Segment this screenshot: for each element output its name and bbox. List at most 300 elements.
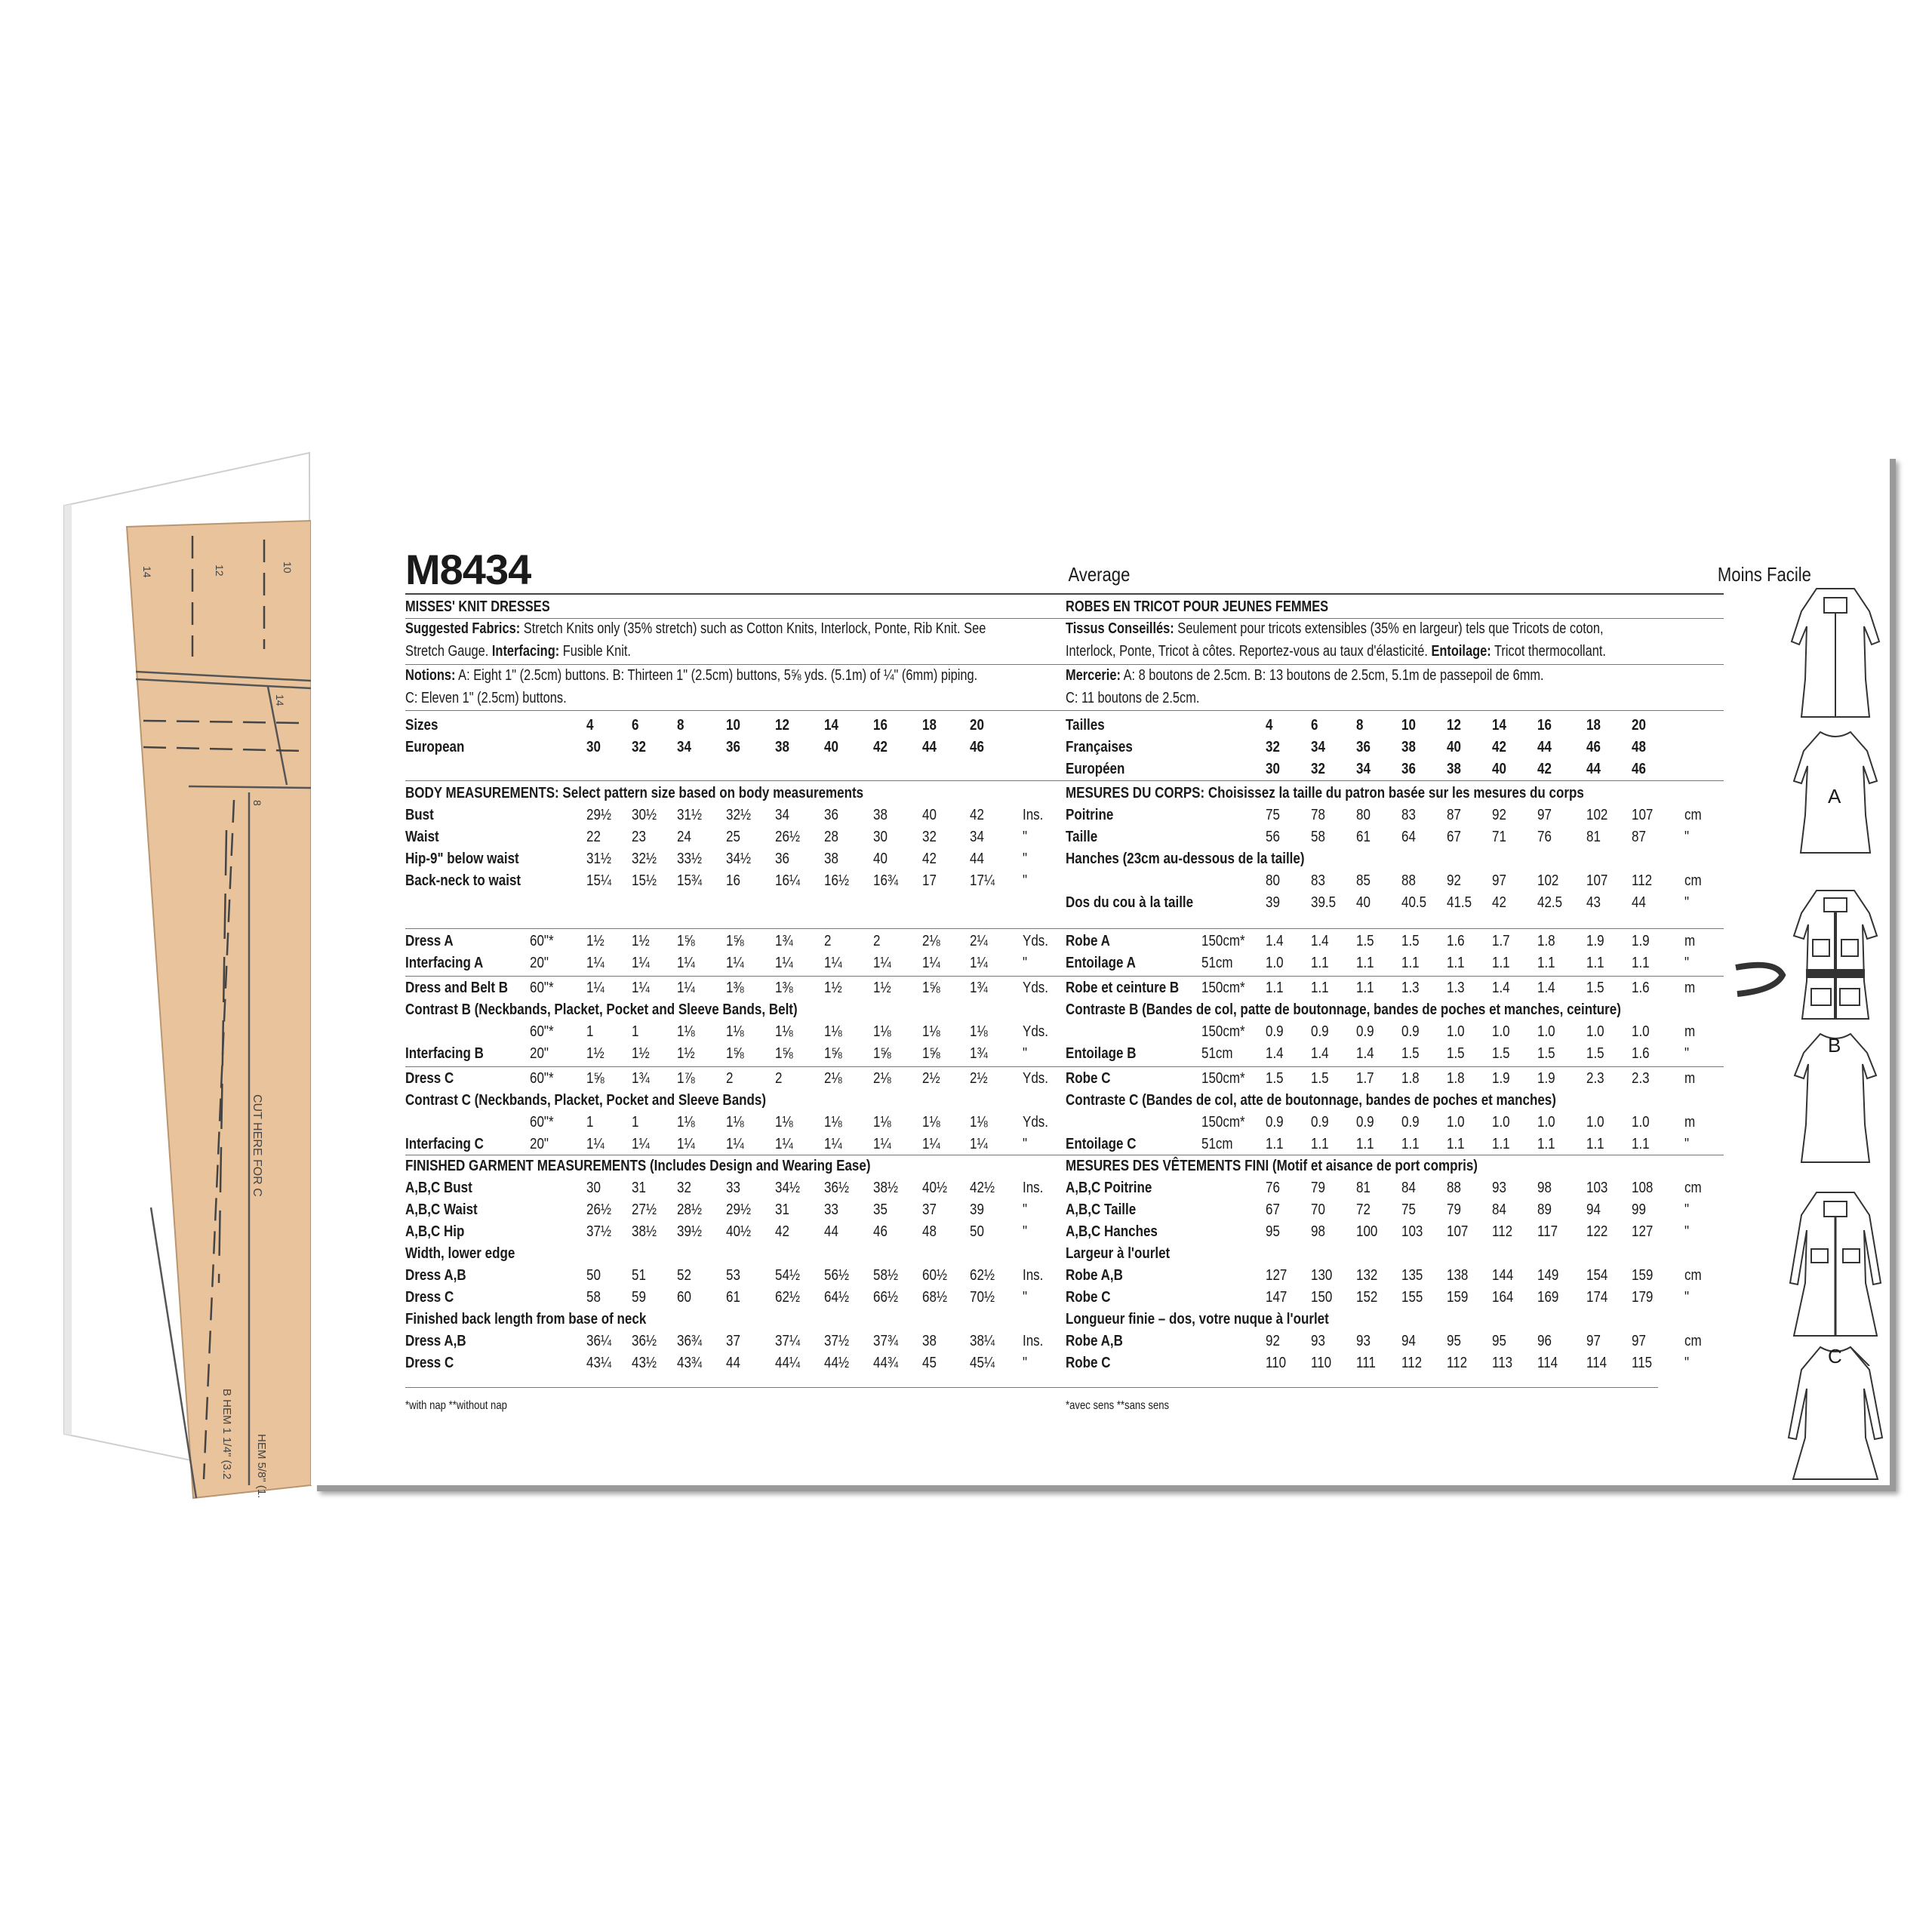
finished-value: 39 <box>970 1201 984 1218</box>
size-header: 20 <box>970 717 984 734</box>
european-label: European <box>405 739 465 755</box>
english-column <box>405 453 1130 1485</box>
finished-value: 127 <box>1266 1267 1287 1284</box>
finished-value: 66½ <box>873 1289 899 1306</box>
sizes-label: Tailles <box>1066 717 1105 734</box>
finished-value: 42½ <box>970 1180 995 1196</box>
yardage-value: 2½ <box>970 1070 988 1087</box>
row-value: 40 <box>873 851 888 867</box>
yardage-value: 1¼ <box>677 980 695 996</box>
finished-value: 38¼ <box>970 1333 995 1349</box>
yardage-value: 1¼ <box>824 1136 842 1152</box>
finished-value: 53 <box>726 1267 740 1284</box>
yardage-value: 1⅝ <box>677 933 695 949</box>
finished-value: 88 <box>1447 1180 1461 1196</box>
french-content <box>1066 453 1724 1485</box>
tissue-mark: 8 <box>251 800 263 806</box>
yardage-value: 1⅛ <box>726 1023 744 1040</box>
francaises-label: Françaises <box>1066 739 1133 755</box>
yardage-value: 1¼ <box>632 955 650 971</box>
yardage-label: Dress A <box>405 933 454 949</box>
row-value: 26½ <box>775 829 801 845</box>
yardage-value: 2⅛ <box>922 933 940 949</box>
row-value: 80 <box>1356 807 1371 823</box>
finished-value: 52 <box>677 1267 691 1284</box>
finished-label: A,B,C Bust <box>405 1180 472 1196</box>
fabric-width: 51cm <box>1201 1136 1233 1152</box>
fr-fabrics-line-1: Tissus Conseillés: Seulement pour tricots extensibles (35% en largeur) tels que Tricots de coton, <box>1066 620 1604 637</box>
yardage-value: 1.1 <box>1311 980 1329 996</box>
size-francaises: 32 <box>1266 739 1280 755</box>
row-value: 30½ <box>632 807 657 823</box>
finished-value: 164 <box>1492 1289 1514 1306</box>
finished-value: 98 <box>1537 1180 1552 1196</box>
finished-unit: cm <box>1684 1333 1702 1349</box>
size-header: 16 <box>1537 717 1552 734</box>
row-value: 30 <box>873 829 888 845</box>
yardage-value: 1¼ <box>677 955 695 971</box>
yardage-value: 1 <box>586 1114 594 1131</box>
finished-value: 58 <box>586 1289 601 1306</box>
finished-label: A,B,C Taille <box>1066 1201 1137 1218</box>
yardage-value: 1.7 <box>1492 933 1510 949</box>
yardage-value: 1.1 <box>1586 1136 1604 1152</box>
yardage-unit: m <box>1684 1023 1696 1040</box>
finished-value: 44 <box>824 1223 838 1240</box>
finished-value: 107 <box>1447 1223 1469 1240</box>
yardage-value: 1⅝ <box>922 1045 940 1062</box>
yardage-value: 1.9 <box>1537 1070 1555 1087</box>
yardage-value: 2 <box>873 933 881 949</box>
row-value: 22 <box>586 829 601 845</box>
finished-value: 115 <box>1632 1355 1653 1371</box>
yardage-value: 2⅛ <box>873 1070 891 1087</box>
finished-value: 31 <box>775 1201 789 1218</box>
finished-value: 159 <box>1632 1267 1654 1284</box>
yardage-label: Contraste B (Bandes de col, patte de boutonnage, bandes de poches et manches, ceinture) <box>1066 1001 1621 1018</box>
yardage-value: 1.4 <box>1311 1045 1329 1062</box>
row-value: 76 <box>1537 829 1552 845</box>
cut-here-label: CUT HERE FOR C <box>251 1094 263 1197</box>
yardage-value: 1.5 <box>1447 1045 1465 1062</box>
yardage-value: 1½ <box>677 1045 695 1062</box>
yardage-value: 1⅛ <box>922 1114 940 1131</box>
yardage-value: 1.1 <box>1586 955 1604 971</box>
size-header: 18 <box>922 717 937 734</box>
yardage-value: 1.4 <box>1356 1045 1374 1062</box>
yardage-value: 1¼ <box>873 1136 891 1152</box>
yardage-value: 1.0 <box>1492 1114 1510 1131</box>
finished-value: 76 <box>1266 1180 1280 1196</box>
row-value: 41.5 <box>1447 894 1472 911</box>
size-francaises: 46 <box>1586 739 1601 755</box>
yardage-value: 1⅛ <box>824 1023 842 1040</box>
yardage-value: 1 <box>632 1023 639 1040</box>
size-european: 42 <box>873 739 888 755</box>
finished-value: 62½ <box>970 1267 995 1284</box>
finished-value: 37¼ <box>775 1333 801 1349</box>
yardage-unit: " <box>1684 1045 1690 1062</box>
yardage-value: 1¼ <box>922 1136 940 1152</box>
sizes-label: Sizes <box>405 717 438 734</box>
row-value: 44 <box>1632 894 1646 911</box>
yardage-value: 1.5 <box>1311 1070 1329 1087</box>
row-value: 15½ <box>632 872 657 889</box>
finished-label: A,B,C Hanches <box>1066 1223 1158 1240</box>
size-header: 20 <box>1632 717 1646 734</box>
europeen-label: Européen <box>1066 761 1125 777</box>
yardage-unit: Yds. <box>1023 933 1049 949</box>
row-unit: Ins. <box>1023 807 1044 823</box>
size-header: 6 <box>1311 717 1318 734</box>
yardage-value: 1.0 <box>1266 955 1284 971</box>
row-value: 25 <box>726 829 740 845</box>
size-european: 34 <box>677 739 691 755</box>
yardage-value: 1½ <box>632 1045 650 1062</box>
finished-value: 152 <box>1356 1289 1378 1306</box>
yardage-value: 2⅛ <box>824 1070 842 1087</box>
yardage-value: 1¼ <box>632 1136 650 1152</box>
finished-value: 36¼ <box>586 1333 612 1349</box>
finished-value: 44¾ <box>873 1355 899 1371</box>
size-european: 46 <box>970 739 984 755</box>
finished-value: 95 <box>1447 1333 1461 1349</box>
yardage-unit: Yds. <box>1023 980 1049 996</box>
finished-value: 36¾ <box>677 1333 703 1349</box>
finished-value: 37½ <box>586 1223 612 1240</box>
row-value: 102 <box>1586 807 1608 823</box>
row-value: 38 <box>873 807 888 823</box>
finished-value: 95 <box>1266 1223 1280 1240</box>
view-label-b: B <box>1828 1034 1841 1057</box>
yardage-label: Dress C <box>405 1070 454 1087</box>
finished-value: 79 <box>1311 1180 1325 1196</box>
size-header: 16 <box>873 717 888 734</box>
row-value: 34½ <box>726 851 752 867</box>
finished-value: 113 <box>1492 1355 1513 1371</box>
yardage-value: 1.6 <box>1447 933 1465 949</box>
finished-value: 40½ <box>726 1223 752 1240</box>
row-value: 44 <box>970 851 984 867</box>
row-value: 42 <box>970 807 984 823</box>
yardage-value: 1.0 <box>1537 1114 1555 1131</box>
finished-value: 32 <box>677 1180 691 1196</box>
size-europeen: 44 <box>1586 761 1601 777</box>
row-label: Dos du cou à la taille <box>1066 894 1194 911</box>
fabric-width: 60"* <box>530 933 554 949</box>
yardage-value: 1¼ <box>726 955 744 971</box>
yardage-value: 1⅝ <box>726 933 744 949</box>
yardage-value: 1.1 <box>1492 955 1510 971</box>
row-value: 16¼ <box>775 872 801 889</box>
row-value: 36 <box>775 851 789 867</box>
yardage-value: 1.5 <box>1401 933 1420 949</box>
yardage-value: 1⅛ <box>824 1114 842 1131</box>
yardage-value: 1.9 <box>1586 933 1604 949</box>
dress-sketches <box>1783 581 1888 1366</box>
yardage-label: Robe C <box>1066 1070 1111 1087</box>
yardage-value: 1.5 <box>1586 980 1604 996</box>
row-unit: " <box>1023 829 1028 845</box>
finished-value: 35 <box>873 1201 888 1218</box>
finished-value: 130 <box>1311 1267 1333 1284</box>
size-europeen: 42 <box>1537 761 1552 777</box>
finished-value: 70 <box>1311 1201 1325 1218</box>
row-value: 39 <box>1266 894 1280 911</box>
finished-value: 100 <box>1356 1223 1378 1240</box>
row-value: 33½ <box>677 851 703 867</box>
finished-value: 98 <box>1311 1223 1325 1240</box>
row-unit: " <box>1023 872 1028 889</box>
finished-value: 110 <box>1266 1355 1287 1371</box>
size-francaises: 34 <box>1311 739 1325 755</box>
yardage-value: 1⅛ <box>726 1114 744 1131</box>
finished-unit: Ins. <box>1023 1267 1044 1284</box>
row-label: Bust <box>405 807 434 823</box>
fabric-width: 60"* <box>530 1070 554 1087</box>
finished-value: 84 <box>1401 1180 1416 1196</box>
difficulty-level: Average <box>1068 563 1130 586</box>
yardage-value: 1⅛ <box>970 1023 988 1040</box>
yardage-value: 1½ <box>586 933 605 949</box>
finished-heading: MESURES DES VÊTEMENTS FINI (Motif et aisance de port compris) <box>1066 1158 1478 1174</box>
finished-value: 89 <box>1537 1201 1552 1218</box>
divider <box>405 928 1130 929</box>
yardage-label: Entoilage C <box>1066 1136 1137 1152</box>
divider <box>1066 976 1724 977</box>
row-value: 40 <box>922 807 937 823</box>
yardage-value: 1.1 <box>1311 955 1329 971</box>
row-value: 36 <box>824 807 838 823</box>
row-value: 28 <box>824 829 838 845</box>
finished-value: 38 <box>922 1333 937 1349</box>
size-francaises: 44 <box>1537 739 1552 755</box>
finished-value: 174 <box>1586 1289 1608 1306</box>
yardage-value: 1½ <box>824 980 842 996</box>
divider <box>1066 1066 1724 1067</box>
size-header: 10 <box>726 717 740 734</box>
belt-icon <box>1736 965 1783 994</box>
finished-label: Dress C <box>405 1355 454 1371</box>
english-footnote: *with nap **without nap <box>405 1399 507 1412</box>
yardage-value: 1.9 <box>1492 1070 1510 1087</box>
yardage-value: 1⅛ <box>775 1114 793 1131</box>
yardage-value: 1.1 <box>1266 980 1284 996</box>
yardage-value: 1.1 <box>1537 955 1555 971</box>
yardage-label: Entoilage A <box>1066 955 1136 971</box>
belt-sketch <box>1730 960 1790 1005</box>
yardage-value: 2 <box>824 933 832 949</box>
yardage-value: 2 <box>775 1070 783 1087</box>
row-value: 42 <box>1492 894 1506 911</box>
fabric-width: 51cm <box>1201 1045 1233 1062</box>
yardage-value: 1.1 <box>1401 1136 1420 1152</box>
yardage-value: 1.1 <box>1537 1136 1555 1152</box>
yardage-unit: " <box>1023 955 1028 971</box>
yardage-unit: Yds. <box>1023 1070 1049 1087</box>
yardage-value: 1 <box>586 1023 594 1040</box>
yardage-value: 1¼ <box>586 980 605 996</box>
size-european: 32 <box>632 739 646 755</box>
divider <box>405 976 1130 977</box>
finished-value: 36½ <box>632 1333 657 1349</box>
yardage-value: 2.3 <box>1632 1070 1650 1087</box>
finished-label: Dress A,B <box>405 1267 466 1284</box>
finished-label: Longueur finie – dos, votre nuque à l'ourlet <box>1066 1311 1329 1327</box>
size-francaises: 42 <box>1492 739 1506 755</box>
yardage-value: 1½ <box>632 933 650 949</box>
tissue-mark: 14 <box>274 694 286 706</box>
finished-value: 127 <box>1632 1223 1654 1240</box>
yardage-value: 1¼ <box>775 955 793 971</box>
yardage-value: 0.9 <box>1401 1114 1420 1131</box>
yardage-value: 1¼ <box>586 1136 605 1152</box>
size-header: 4 <box>1266 717 1273 734</box>
french-footnote: *avec sens **sans sens <box>1066 1399 1170 1412</box>
row-value: 92 <box>1492 807 1506 823</box>
yardage-unit: m <box>1684 980 1696 996</box>
fabric-width: 150cm* <box>1201 933 1245 949</box>
finished-value: 79 <box>1447 1201 1461 1218</box>
finished-label: A,B,C Poitrine <box>1066 1180 1152 1196</box>
yardage-value: 1.1 <box>1447 1136 1465 1152</box>
finished-value: 99 <box>1632 1201 1646 1218</box>
finished-value: 51 <box>632 1267 646 1284</box>
size-european: 40 <box>824 739 838 755</box>
yardage-value: 1.8 <box>1447 1070 1465 1087</box>
row-value: 32½ <box>726 807 752 823</box>
finished-unit: " <box>1684 1201 1690 1218</box>
row-value: 88 <box>1401 872 1416 889</box>
yardage-value: 1¼ <box>677 1136 695 1152</box>
finished-value: 111 <box>1356 1355 1376 1371</box>
fabrics-line-2: Stretch Gauge. Interfacing: Fusible Knit. <box>405 643 631 660</box>
size-europeen: 30 <box>1266 761 1280 777</box>
row-value: 15¾ <box>677 872 703 889</box>
divider <box>405 780 1130 781</box>
finished-value: 103 <box>1586 1180 1608 1196</box>
size-francaises: 38 <box>1401 739 1416 755</box>
finished-value: 94 <box>1586 1201 1601 1218</box>
yardage-unit: " <box>1684 1136 1690 1152</box>
fabric-width: 150cm* <box>1201 1114 1245 1131</box>
yardage-value: 1.5 <box>1586 1045 1604 1062</box>
yardage-value: 1¼ <box>824 955 842 971</box>
finished-value: 60 <box>677 1289 691 1306</box>
size-european: 38 <box>775 739 789 755</box>
finished-value: 138 <box>1447 1267 1469 1284</box>
finished-value: 33 <box>726 1180 740 1196</box>
yardage-value: 1¾ <box>970 1045 988 1062</box>
row-value: 38 <box>824 851 838 867</box>
row-label: Hip-9" below waist <box>405 851 519 867</box>
finished-label: Robe A,B <box>1066 1267 1123 1284</box>
yardage-value: 1¼ <box>726 1136 744 1152</box>
row-value: 40.5 <box>1401 894 1427 911</box>
yardage-unit: " <box>1684 955 1690 971</box>
yardage-label: Interfacing A <box>405 955 484 971</box>
yardage-value: 1.0 <box>1447 1023 1465 1040</box>
size-europeen: 34 <box>1356 761 1371 777</box>
finished-value: 39½ <box>677 1223 703 1240</box>
yardage-value: 1.4 <box>1537 980 1555 996</box>
size-europeen: 40 <box>1492 761 1506 777</box>
fabric-width: 60"* <box>530 1114 554 1131</box>
yardage-label: Interfacing B <box>405 1045 484 1062</box>
row-value: 92 <box>1447 872 1461 889</box>
yardage-value: 1¼ <box>873 955 891 971</box>
yardage-value: 1.4 <box>1266 1045 1284 1062</box>
row-value: 83 <box>1401 807 1416 823</box>
yardage-unit: " <box>1023 1136 1028 1152</box>
row-value: 29½ <box>586 807 612 823</box>
finished-value: 154 <box>1586 1267 1608 1284</box>
finished-unit: " <box>1684 1289 1690 1306</box>
yardage-value: 1.3 <box>1447 980 1465 996</box>
row-label: Taille <box>1066 829 1098 845</box>
finished-value: 37 <box>922 1201 937 1218</box>
finished-value: 149 <box>1537 1267 1559 1284</box>
finished-value: 93 <box>1311 1333 1325 1349</box>
finished-value: 46 <box>873 1223 888 1240</box>
row-value: 23 <box>632 829 646 845</box>
fabric-width: 20" <box>530 1136 549 1152</box>
row-label: Back-neck to waist <box>405 872 521 889</box>
yardage-value: 1⅛ <box>922 1023 940 1040</box>
finished-label: A,B,C Hip <box>405 1223 465 1240</box>
finished-value: 44¼ <box>775 1355 801 1371</box>
fabrics-line-1: Suggested Fabrics: Stretch Knits only (35% stretch) such as Cotton Knits, Interlock, Ponte, Rib Knit. See <box>405 620 986 637</box>
yardage-value: 1¼ <box>922 955 940 971</box>
row-value: 39.5 <box>1311 894 1337 911</box>
row-value: 43 <box>1586 894 1601 911</box>
yardage-value: 0.9 <box>1356 1114 1374 1131</box>
yardage-value: 1⅛ <box>970 1114 988 1131</box>
finished-value: 93 <box>1492 1180 1506 1196</box>
hem-label: HEM 5/8" (1. <box>255 1434 268 1499</box>
finished-unit: Ins. <box>1023 1180 1044 1196</box>
finished-value: 44 <box>726 1355 740 1371</box>
finished-value: 56½ <box>824 1267 850 1284</box>
finished-value: 33 <box>824 1201 838 1218</box>
yardage-value: 1.1 <box>1632 955 1650 971</box>
finished-value: 26½ <box>586 1201 612 1218</box>
finished-value: 112 <box>1401 1355 1423 1371</box>
row-value: 78 <box>1311 807 1325 823</box>
size-europeen: 36 <box>1401 761 1416 777</box>
finished-unit: " <box>1023 1289 1028 1306</box>
finished-value: 45¼ <box>970 1355 995 1371</box>
pattern-number: M8434 <box>405 546 531 593</box>
row-value: 80 <box>1266 872 1280 889</box>
yardage-value: 1.1 <box>1266 1136 1284 1152</box>
yardage-value: 1¾ <box>632 1070 650 1087</box>
yardage-unit: Yds. <box>1023 1023 1049 1040</box>
yardage-value: 1.1 <box>1311 1136 1329 1152</box>
finished-value: 110 <box>1311 1355 1332 1371</box>
tissue-mark: 14 <box>141 566 153 578</box>
yardage-value: 1¼ <box>775 1136 793 1152</box>
finished-value: 37¾ <box>873 1333 899 1349</box>
row-unit: " <box>1023 851 1028 867</box>
yardage-value: 1.1 <box>1447 955 1465 971</box>
finished-value: 68½ <box>922 1289 948 1306</box>
row-value: 67 <box>1447 829 1461 845</box>
finished-value: 159 <box>1447 1289 1469 1306</box>
finished-value: 147 <box>1266 1289 1287 1306</box>
yardage-value: 1¾ <box>775 933 793 949</box>
notions-line-1: Notions: A: Eight 1" (2.5cm) buttons. B: Thirteen 1" (2.5cm) buttons, 5⅝ yds. (5.1m) of ¼" (6mm) piping. <box>405 667 978 684</box>
